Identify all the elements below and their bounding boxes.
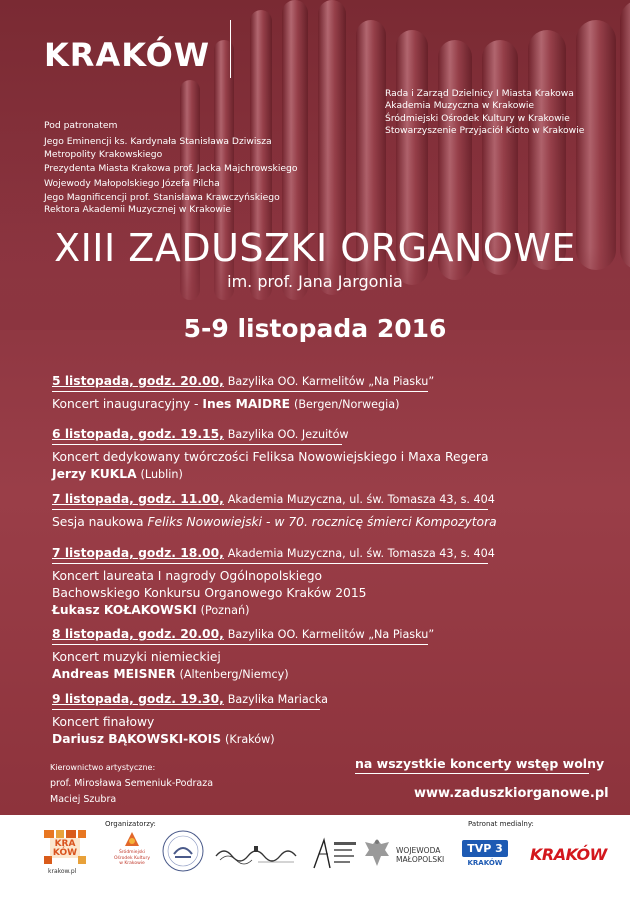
event-performer: Ines MAIDRE — [202, 397, 291, 411]
festival-title: XIII ZADUSZKI ORGANOWE — [54, 226, 576, 270]
organizer-line: Śródmiejski Ośrodek Kultury w Krakowie — [385, 112, 570, 124]
event-origin: (Kraków) — [225, 733, 275, 746]
organizers-label: Organizatorzy: — [105, 820, 156, 828]
tvp3-logo-text: TVP 3 — [462, 840, 508, 857]
krakow-logo: KRAKÓW — [44, 36, 211, 74]
event-divider — [52, 644, 428, 645]
event-description: Koncert dedykowany twórczości Feliksa Nowowiejskiego i Maxa Regera — [52, 450, 489, 464]
tvp3-logo — [462, 840, 508, 867]
artistic-director: Maciej Szubra — [50, 794, 117, 805]
organizer-line: Akademia Muzyczna w Krakowie — [385, 100, 535, 112]
patronage-line: Wojewody Małopolskiego Józefa Pilcha — [44, 177, 220, 189]
event-item — [52, 491, 612, 531]
music-academy-logo-icon — [160, 828, 206, 874]
event-when: 7 listopada, godz. 11.00, — [52, 492, 224, 506]
event-place: Bazylika OO. Karmelitów „Na Piasku” — [227, 375, 435, 388]
sok-logo — [112, 830, 152, 874]
event-description: Koncert finałowy — [52, 715, 155, 729]
event-performer: Łukasz KOŁAKOWSKI — [52, 603, 197, 617]
event-place: Akademia Muzyczna, ul. św. Tomasza 43, s. 404 — [227, 547, 495, 560]
sok-logo-icon — [123, 830, 141, 848]
website-link[interactable]: www.zaduszkiorganowe.pl — [414, 786, 609, 801]
event-place: Bazylika Mariacka — [227, 693, 329, 706]
artistic-direction — [50, 760, 213, 808]
event-divider — [52, 509, 488, 510]
event-description: Koncert muzyki niemieckiej — [52, 650, 221, 664]
tvp3-logo-subtext: KRAKÓW — [467, 859, 503, 867]
event-when: 9 listopada, godz. 19.30, — [52, 692, 224, 706]
organizer-line: Stowarzyszenie Przyjaciół Kioto w Krakowie — [385, 125, 585, 137]
patronage-block — [44, 120, 334, 219]
free-entry-note: na wszystkie koncerty wstęp wolny — [355, 756, 605, 771]
sok-logo-text: Śródmiejski Ośrodek Kultury w Krakowie — [113, 850, 150, 866]
church-logo — [214, 842, 298, 872]
event-topic: Feliks Nowowiejski - w 70. rocznicę śmierci Kompozytora — [147, 515, 497, 529]
organizer-line: Rada i Zarząd Dzielnicy I Miasta Krakowa — [385, 88, 574, 99]
event-divider — [52, 709, 320, 710]
voivode-logo-text: WOJEWODA MAŁOPOLSKI — [396, 846, 445, 864]
kioto-society-logo — [310, 834, 358, 878]
artistic-director: prof. Mirosława Semeniuk-Podraza — [50, 778, 214, 789]
church-logo-icon — [214, 842, 298, 868]
patronage-line: Jego Eminencji ks. Kardynała Stanisława Dziwisza — [44, 136, 272, 148]
event-performer: Andreas MEISNER — [52, 667, 176, 681]
patronage-line: Jego Magnificencji prof. Stanisława Krawczyńskiego — [44, 192, 280, 204]
patronage-line: Rektora Akademii Muzycznej w Krakowie — [44, 204, 232, 216]
event-performer: Dariusz BĄKOWSKI-KOIS — [52, 732, 222, 746]
event-place: Akademia Muzyczna, ul. św. Tomasza 43, s. 404 — [227, 493, 495, 506]
event-description: Koncert inauguracyjny - — [52, 397, 203, 411]
event-divider — [52, 391, 428, 392]
voivode-eagle-logo — [362, 836, 392, 874]
festival-subtitle: im. prof. Jana Jargonia — [227, 272, 403, 291]
event-item — [52, 373, 612, 413]
media-patronage-label: Patronat medialny: — [468, 820, 534, 828]
event-origin: (Bergen/Norwegia) — [294, 398, 400, 411]
event-place: Bazylika OO. Karmelitów „Na Piasku” — [227, 628, 435, 641]
event-item — [52, 691, 612, 748]
event-when: 5 listopada, godz. 20.00, — [52, 374, 224, 388]
krakow-city-logo-text: KRA KÓW — [52, 839, 78, 858]
event-origin: (Lublin) — [140, 468, 183, 481]
event-performer: Jerzy KUKLA — [52, 467, 137, 481]
free-entry-underline — [355, 773, 589, 774]
event-when: 8 listopada, godz. 20.00, — [52, 627, 224, 641]
event-item — [52, 426, 612, 483]
event-divider — [52, 444, 342, 445]
event-description: Bachowskiego Konkursu Organowego Kraków 2015 — [52, 586, 367, 600]
event-description: Koncert laureata I nagrody Ogólnopolskiego — [52, 569, 323, 583]
event-item — [52, 626, 612, 683]
event-item — [52, 545, 612, 619]
radio-krakow-logo: KRAKÓW — [530, 845, 607, 864]
patronage-line: Metropolity Krakowskiego — [44, 148, 163, 160]
patronage-heading: Pod patronatem — [44, 120, 118, 131]
event-origin: (Altenberg/Niemcy) — [179, 668, 289, 681]
organizers-list — [385, 88, 625, 138]
music-academy-logo — [160, 828, 206, 878]
event-description: Sesja naukowa — [52, 515, 148, 529]
event-place: Bazylika OO. Jezuitów — [227, 428, 349, 441]
event-when: 7 listopada, godz. 18.00, — [52, 546, 224, 560]
event-divider — [52, 563, 488, 564]
krakow-city-logo — [42, 828, 88, 874]
kioto-society-logo-icon — [310, 834, 358, 874]
krakow-city-logo-url: krakow.pl — [48, 868, 77, 875]
patronage-line: Prezydenta Miasta Krakowa prof. Jacka Majchrowskiego — [44, 163, 298, 175]
eagle-emblem-icon — [362, 836, 392, 870]
festival-dates: 5-9 listopada 2016 — [183, 314, 447, 343]
event-when: 6 listopada, godz. 19.15, — [52, 427, 224, 441]
artistic-direction-label: Kierownictwo artystyczne: — [50, 763, 156, 772]
logo-divider — [230, 20, 231, 78]
event-origin: (Poznań) — [200, 604, 250, 617]
